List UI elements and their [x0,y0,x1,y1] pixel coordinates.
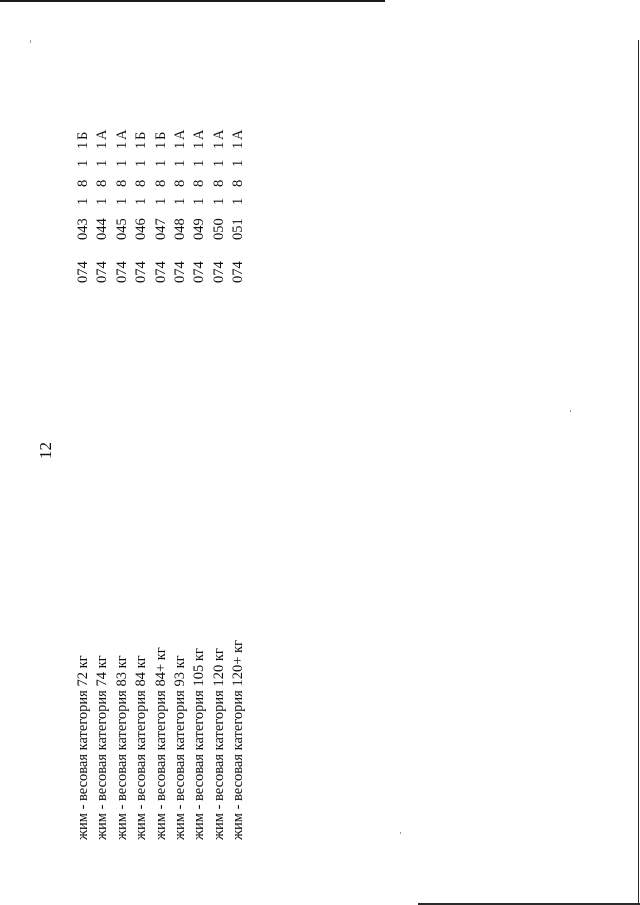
code-cell: 1 [113,141,130,149]
code-cell: 043 [75,218,91,240]
table-row [171,0,190,905]
code-cell: 8 [133,179,150,187]
code-cell: А [113,129,130,140]
code-cell: А [171,129,188,140]
row-description: жим - весовая категория 74 кг [94,655,111,840]
code-cell: 8 [171,179,188,187]
code-cell: 1 [210,141,227,149]
code-cell: 1 [94,159,111,167]
code-cell: 045 [113,218,130,240]
code-cell: 1 [133,197,150,205]
code-cell: 8 [152,179,169,187]
code-cell: 1 [113,159,130,167]
code-cell: 074 [113,261,130,283]
code-cell: 044 [94,218,111,240]
row-description: жим - весовая категория 72 кг [75,655,91,840]
code-cell: 1 [230,159,247,167]
code-cell: Б [152,131,169,140]
code-cell: 1 [152,159,169,167]
code-cell: Б [133,131,150,140]
table-row [229,0,248,905]
code-cell: А [230,129,247,140]
table-row [93,0,112,905]
row-description: жим - весовая категория 83 кг [113,655,130,840]
code-cell: 1 [75,141,91,149]
code-cell: 1 [75,159,91,167]
category-table [74,0,249,905]
code-cell: 8 [230,179,247,187]
code-cell: 1 [210,197,227,205]
code-cell: 8 [191,179,208,187]
code-cell: 1 [94,141,111,149]
code-cell: 8 [210,179,227,187]
code-cell: 047 [152,218,169,240]
table-row [190,0,209,905]
code-cell: 074 [230,261,247,283]
code-cell: 074 [191,261,208,283]
page-number: 12 [36,442,55,459]
code-cell: 074 [94,261,111,283]
code-cell: 1 [191,197,208,205]
table-row [152,0,171,905]
row-description: жим - весовая категория 120 кг [210,648,227,840]
code-cell: А [210,129,227,140]
table-row [74,0,93,905]
row-description: жим - весовая категория 120+ кг [230,639,247,840]
code-cell: А [94,129,111,140]
code-cell: 1 [191,159,208,167]
code-cell: 8 [94,179,111,187]
code-cell: 048 [171,218,188,240]
table-row [113,0,132,905]
code-cell: Б [75,131,91,140]
code-cell: 8 [113,179,130,187]
code-cell: А [191,129,208,140]
code-cell: 1 [152,197,169,205]
code-cell: 1 [113,197,130,205]
code-cell: 1 [210,159,227,167]
code-cell: 049 [191,218,208,240]
table-row [210,0,229,905]
row-description: жим - весовая категория 84+ кг [152,647,169,840]
code-cell: 050 [210,218,227,240]
code-cell: 074 [133,261,150,283]
code-cell: 1 [171,141,188,149]
code-cell: 8 [75,179,91,187]
code-cell: 1 [191,141,208,149]
table-row [132,0,151,905]
code-cell: 1 [133,159,150,167]
row-description: жим - весовая категория 105 кг [191,648,208,840]
code-cell: 1 [75,197,91,205]
code-cell: 1 [94,197,111,205]
row-description: жим - весовая категория 93 кг [171,655,188,840]
code-cell: 046 [133,218,150,240]
row-description: жим - весовая категория 84 кг [133,655,150,840]
code-cell: 1 [171,159,188,167]
code-cell: 1 [230,141,247,149]
code-cell: 074 [210,261,227,283]
code-cell: 1 [133,141,150,149]
code-cell: 1 [230,197,247,205]
code-cell: 051 [230,218,247,240]
code-cell: 1 [152,141,169,149]
code-cell: 074 [152,261,169,283]
code-cell: 1 [171,197,188,205]
code-cell: 074 [75,261,91,283]
code-cell: 074 [171,261,188,283]
